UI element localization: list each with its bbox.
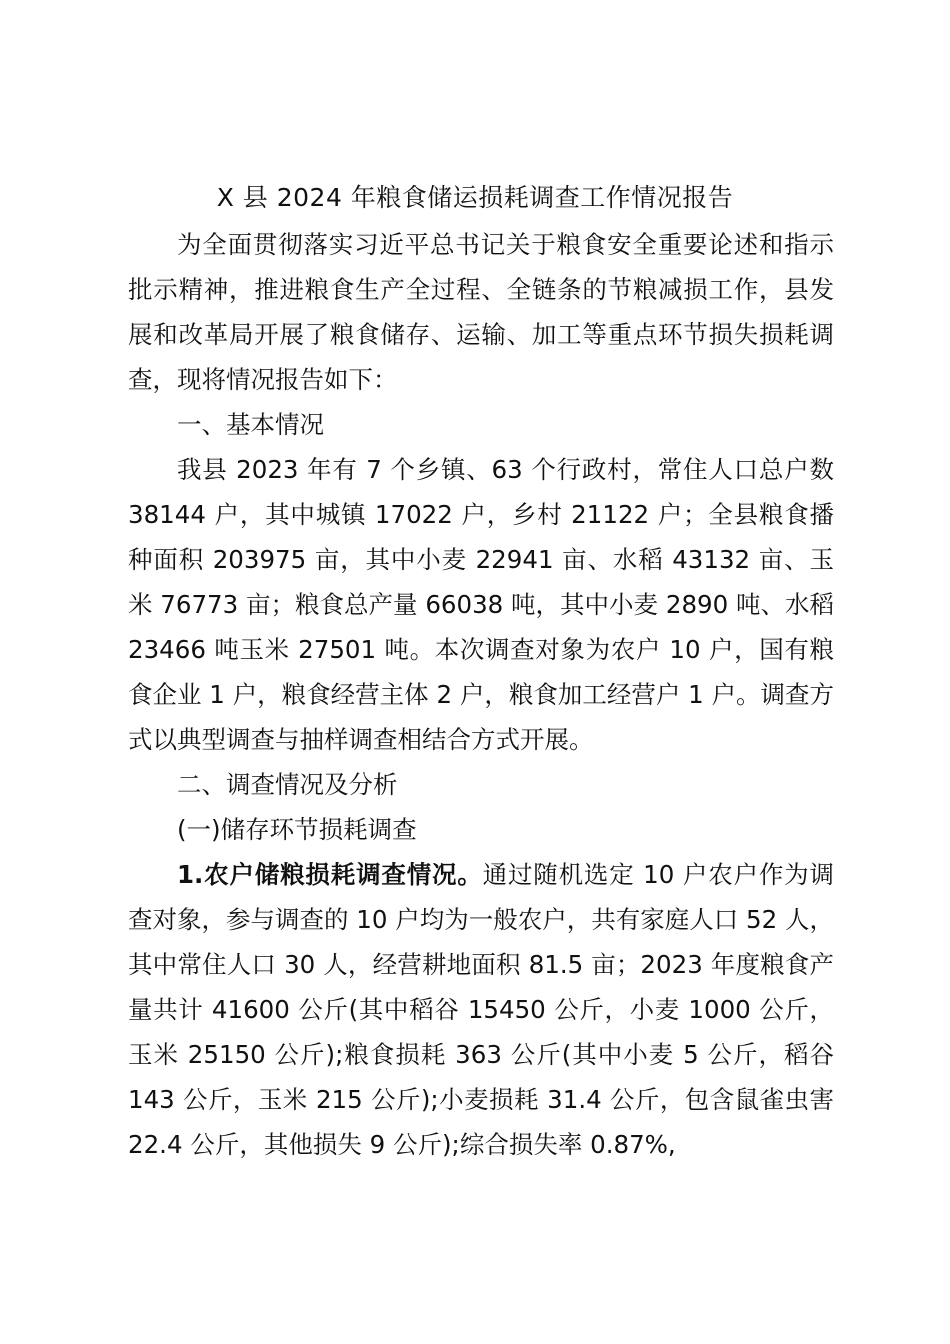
section2-heading: 二、调查情况及分析 xyxy=(177,770,398,799)
document-title: X 县 2024 年粮食储运损耗调查工作情况报告 xyxy=(216,183,734,212)
item1-paragraph xyxy=(128,852,834,1167)
intro-paragraph: 为全面贯彻落实习近平总书记关于粮食安全重要论述和指示批示精神，推进粮食生产全过程、全链条的节粮减损工作，县发展和改革局开展了粮食储存、运输、加工等重点环节损失损耗调查，现将情况报告如下： xyxy=(128,230,834,394)
section1-paragraph: 我县 2023 年有 7 个乡镇、63 个行政村，常住人口总户数 38144 户，其中城镇 17022 户，乡村 21122 户；全县粮食播种面积 203975 亩，其中小麦 22941 亩、水稻 43132 亩、玉米 76773 亩；粮食总产量 66038 吨，其中小麦 2890 吨、水稻 23466 吨玉米 27501 吨。本次调查对象为农户 10 户，国有粮食企业 1 户，粮食经营主体 2 户，粮食加工经营户 1 户。调查方式以典型调查与抽样调查相结合方式开展。 xyxy=(128,455,834,754)
document-body xyxy=(128,222,834,1167)
item1-lead: 1.农户储粮损耗调查情况。 xyxy=(177,860,483,889)
subsection1-heading: (一)储存环节损耗调查 xyxy=(177,815,417,844)
section1-heading: 一、基本情况 xyxy=(177,410,324,439)
item1-text: 通过随机选定 10 户农户作为调查对象，参与调查的 10 户均为一般农户，共有家庭人口 52 人，其中常住人口 30 人，经营耕地面积 81.5 亩；2023 年度粮食产量共计 41600 公斤(其中稻谷 15450 公斤，小麦 1000 公斤，玉米 25150 公斤);粮食损耗 363 公斤(其中小麦 5 公斤，稻谷 143 公斤，玉米 215 公斤);小麦损耗 31.4 公斤，包含鼠雀虫害 22.4 公斤，其他损失 9 公斤);综合损失率 0.87%, xyxy=(128,860,834,1159)
